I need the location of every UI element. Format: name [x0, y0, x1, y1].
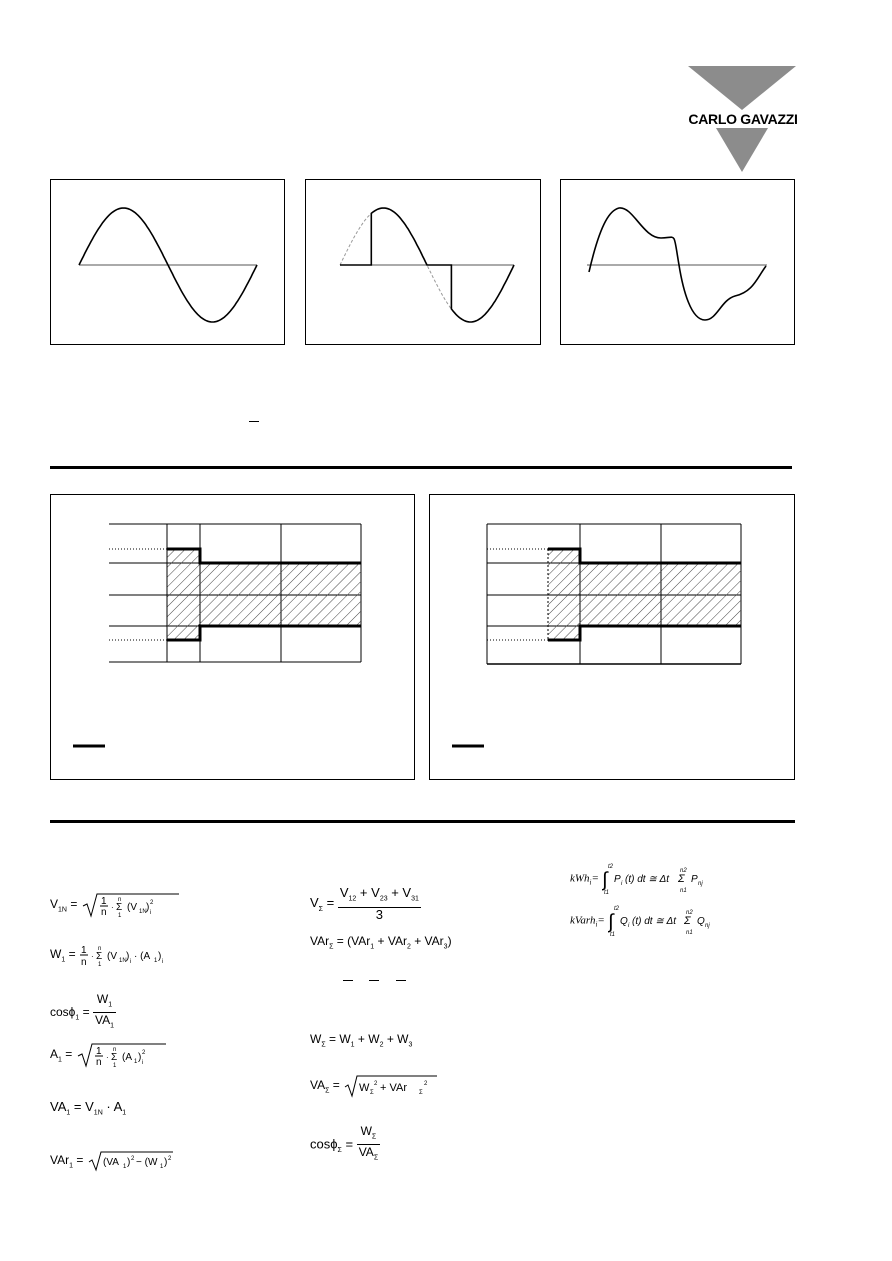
svg-text:·: ·	[90, 952, 94, 961]
svg-text:nj: nj	[704, 923, 710, 929]
svg-text:): )	[126, 1157, 131, 1168]
svg-text:1: 1	[122, 1164, 127, 1170]
svg-text:n: n	[100, 907, 107, 918]
svg-text:P: P	[690, 874, 698, 885]
formula-var-sigma: VAr$_\Sigma$ = (VAr$_1$ + VAr$_2$ + VAr$_3$)	[310, 934, 452, 951]
svg-text:1: 1	[80, 945, 87, 956]
sine-wave-icon	[51, 180, 286, 346]
section-divider-1	[50, 466, 792, 469]
svg-text:1: 1	[159, 1164, 164, 1170]
svg-text:nj: nj	[697, 881, 703, 887]
svg-text:i: i	[620, 881, 623, 887]
svg-text:): )	[163, 1157, 168, 1168]
svg-text:n1: n1	[685, 930, 693, 936]
svg-text:− (W: − (W	[135, 1157, 158, 1168]
svg-text:1: 1	[112, 1063, 116, 1068]
svg-text:i: i	[129, 959, 132, 965]
svg-text:Σ: Σ	[95, 951, 103, 962]
formula-w: $W_1$ = 1 n · Σ n 1 (V 1N ) i · (A 1 ) i	[50, 942, 189, 968]
svg-text:i: i	[141, 1060, 143, 1066]
formula-v-sigma: $V_\Sigma$ = $\frac{V_{12} + V_{23} + V_{31}}{3}$	[310, 885, 419, 922]
formula-kvarh: kVarh$_i$= ∫ t2 t1 Q i (t) dt ≅ Δt Σ n2 n1 Q nj	[570, 904, 718, 938]
svg-text:n: n	[97, 946, 102, 952]
svg-text:n: n	[95, 1057, 102, 1068]
svg-text:n2: n2	[685, 910, 693, 916]
svg-text:(t) dt ≅ Δt: (t) dt ≅ Δt	[631, 916, 676, 927]
waveform-panel-phase-control	[305, 179, 541, 345]
svg-text:i: i	[149, 910, 152, 916]
svg-text:): )	[125, 951, 130, 962]
svg-text:2: 2	[130, 1156, 135, 1162]
kwh-integral	[602, 862, 712, 896]
svg-text:1: 1	[153, 958, 158, 964]
dash-mark	[249, 421, 259, 422]
formula-a: $A_1$ = 1 n · Σ n 1 (A 1 ) 2 i	[50, 1042, 176, 1068]
svg-text:2: 2	[141, 1050, 145, 1056]
w-expression	[79, 942, 189, 968]
svg-text:1N: 1N	[138, 909, 147, 915]
svg-text:∫: ∫	[607, 911, 614, 933]
formula-w-sigma: $W_\Sigma = W_1 + W_2 + W_3$	[310, 1032, 413, 1049]
formula-var: VAr$_1$ = (VA 1 ) 2 − (W 1 ) 2	[50, 1150, 177, 1174]
band-chart-left	[51, 495, 416, 781]
svg-text:t2: t2	[607, 864, 613, 870]
formula-va: $VA_1 = V_{1N} \cdot A_1$	[50, 1099, 127, 1117]
cos-fraction: $\frac{W_1}{VA_1}$	[95, 992, 115, 1030]
svg-text:(A: (A	[121, 1052, 132, 1063]
formula-kwh: kWh$_i$= ∫ t2 t1 P i (t) dt ≅ Δt Σ n2 n1 P nj	[570, 862, 712, 896]
distorted-wave-icon	[561, 180, 796, 346]
dash-mark-1	[343, 980, 353, 981]
formula-v-ln: $V_{1N}$ = 1 n · Σ n 1 (V 1N ) 2 i	[50, 892, 181, 918]
svg-text:2: 2	[374, 1081, 378, 1087]
formula-va-sigma: $VA_\Sigma$ = W Σ 2 + VAr Σ 2	[310, 1074, 439, 1099]
band-panel-left	[50, 494, 415, 780]
cos-sigma-fraction: $\frac{W_\Sigma}{VA_\Sigma}$	[358, 1124, 379, 1162]
svg-text:Σ: Σ	[115, 902, 122, 913]
svg-text:· (A: · (A	[133, 951, 151, 962]
svg-text:1: 1	[100, 896, 107, 907]
kvarh-integral	[608, 904, 718, 938]
svg-text:): )	[145, 902, 150, 913]
svg-text:(t) dt ≅ Δt: (t) dt ≅ Δt	[624, 874, 669, 885]
svg-text:1: 1	[133, 1059, 137, 1065]
svg-text:i: i	[161, 959, 164, 965]
svg-text:W: W	[359, 1082, 370, 1094]
svg-text:Σ: Σ	[419, 1090, 423, 1096]
band-chart-right	[430, 495, 796, 781]
svg-text:t1: t1	[603, 890, 609, 896]
waveform-panel-sine	[50, 179, 285, 345]
svg-text:1: 1	[95, 1046, 102, 1057]
svg-text:+ VAr: + VAr	[380, 1082, 408, 1094]
svg-text:n: n	[112, 1047, 116, 1053]
svg-text:·: ·	[105, 1053, 109, 1062]
a-radical	[76, 1042, 176, 1068]
svg-text:2: 2	[424, 1081, 428, 1087]
svg-text:Σ: Σ	[683, 915, 691, 927]
svg-text:Σ: Σ	[677, 873, 685, 885]
svg-text:Q: Q	[696, 916, 705, 927]
dash-mark-2	[369, 980, 379, 981]
var-radical	[87, 1150, 177, 1172]
svg-text:n1: n1	[679, 888, 687, 894]
svg-text:1: 1	[117, 913, 122, 918]
svg-text:n2: n2	[679, 868, 687, 874]
svg-text:P: P	[613, 874, 621, 885]
svg-text:): )	[157, 951, 162, 962]
va-sigma-radical	[343, 1074, 439, 1098]
svg-text:Σ: Σ	[110, 1052, 117, 1063]
svg-text:): )	[137, 1052, 141, 1063]
svg-text:(V: (V	[106, 951, 117, 962]
phase-control-wave-icon	[306, 180, 542, 346]
svg-text:t1: t1	[609, 932, 615, 938]
svg-text:∫: ∫	[601, 869, 608, 891]
waveform-panel-distorted	[560, 179, 795, 345]
dash-mark-3	[396, 980, 406, 981]
svg-text:1N: 1N	[118, 958, 127, 964]
svg-text:1: 1	[97, 962, 102, 968]
svg-text:(V: (V	[126, 902, 137, 913]
section-divider-2	[50, 820, 795, 823]
svg-text:Σ: Σ	[370, 1090, 374, 1096]
svg-text:(VA: (VA	[102, 1157, 119, 1168]
formula-cos: cosϕ$_1$ = $\frac{W_1}{VA_1}$	[50, 992, 116, 1034]
svg-text:·: ·	[110, 903, 114, 912]
formula-cos-sigma: cosϕ$_\Sigma$ = $\frac{W_\Sigma}{VA_\Sigma}$	[310, 1124, 380, 1166]
brand-name: CARLO GAVAZZI	[688, 111, 798, 127]
svg-text:n: n	[80, 957, 87, 968]
svg-text:2: 2	[167, 1156, 172, 1162]
svg-text:2: 2	[149, 900, 154, 906]
v-sigma-fraction: $\frac{V_{12} + V_{23} + V_{31}}{3}$	[339, 885, 419, 922]
band-panel-right	[429, 494, 795, 780]
v-ln-radical	[81, 892, 181, 918]
svg-text:t2: t2	[613, 906, 619, 912]
svg-text:Q: Q	[619, 916, 628, 927]
svg-text:i: i	[627, 923, 629, 929]
svg-text:n: n	[117, 897, 122, 903]
